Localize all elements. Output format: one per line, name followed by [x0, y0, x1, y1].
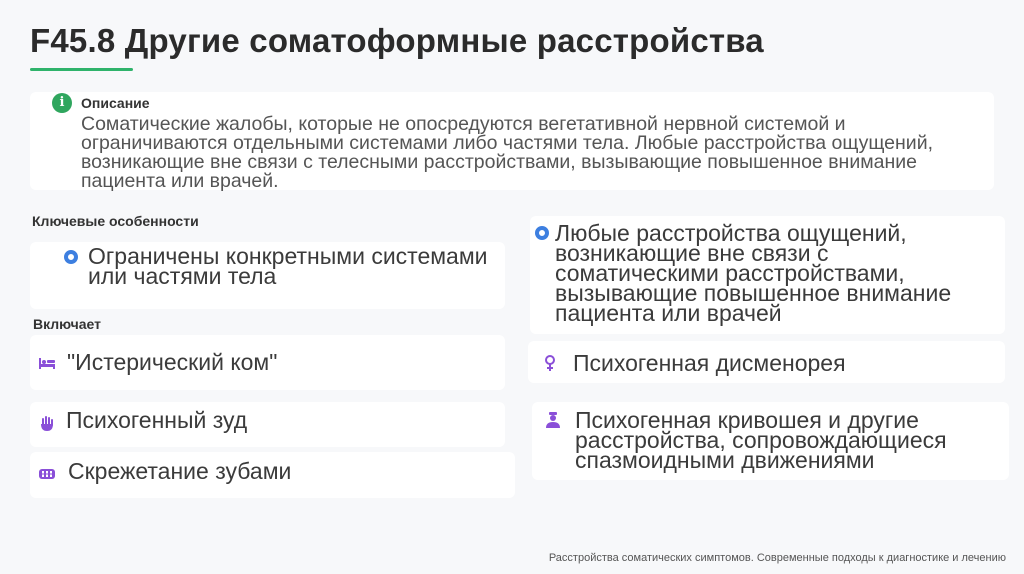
- includes-label: Включает: [33, 316, 101, 332]
- radio-dot-icon: [535, 226, 549, 240]
- person-icon: [544, 411, 562, 429]
- feature-text-1: Ограничены конкретными системами или частями тела: [88, 243, 488, 289]
- info-icon: i: [52, 93, 72, 113]
- include-text-2: Психогенный зуд: [66, 407, 248, 433]
- page-title: F45.8 Другие соматоформные расстройства: [30, 22, 764, 59]
- female-symbol-icon: [541, 354, 559, 372]
- hand-icon: [38, 414, 56, 432]
- include-text-4: Психогенная дисменорея: [573, 350, 846, 376]
- title-underline: [30, 68, 133, 71]
- footer-text: Расстройства соматических симптомов. Современные подходы к диагностике и лечению: [548, 552, 1006, 564]
- key-features-label: Ключевые особенности: [32, 213, 199, 229]
- teeth-icon: [38, 465, 56, 483]
- include-text-5: Психогенная кривошея и другие расстройства, сопровождающиеся спазмоидными движениями: [575, 407, 947, 473]
- include-text-3: Скрежетание зубами: [68, 458, 292, 484]
- description-label: Описание: [81, 95, 150, 111]
- include-text-1: "Истерический ком": [67, 349, 278, 375]
- feature-text-2: Любые расстройства ощущений, возникающие вне связи с соматическими расстройствами, вызывающие повышенное внимание пациента или врачей: [555, 220, 952, 326]
- description-text: Соматические жалобы, которые не опосредуются вегетативной нервной системой и ограничиваются отдельными системами либо частями тела. Любые расстройства ощущений, возникающие вне связи с телесными расстройствами, вызывающие повышенное внимание пациента или врачей.: [81, 113, 934, 192]
- bed-icon: [38, 354, 56, 372]
- radio-dot-icon: [64, 250, 78, 264]
